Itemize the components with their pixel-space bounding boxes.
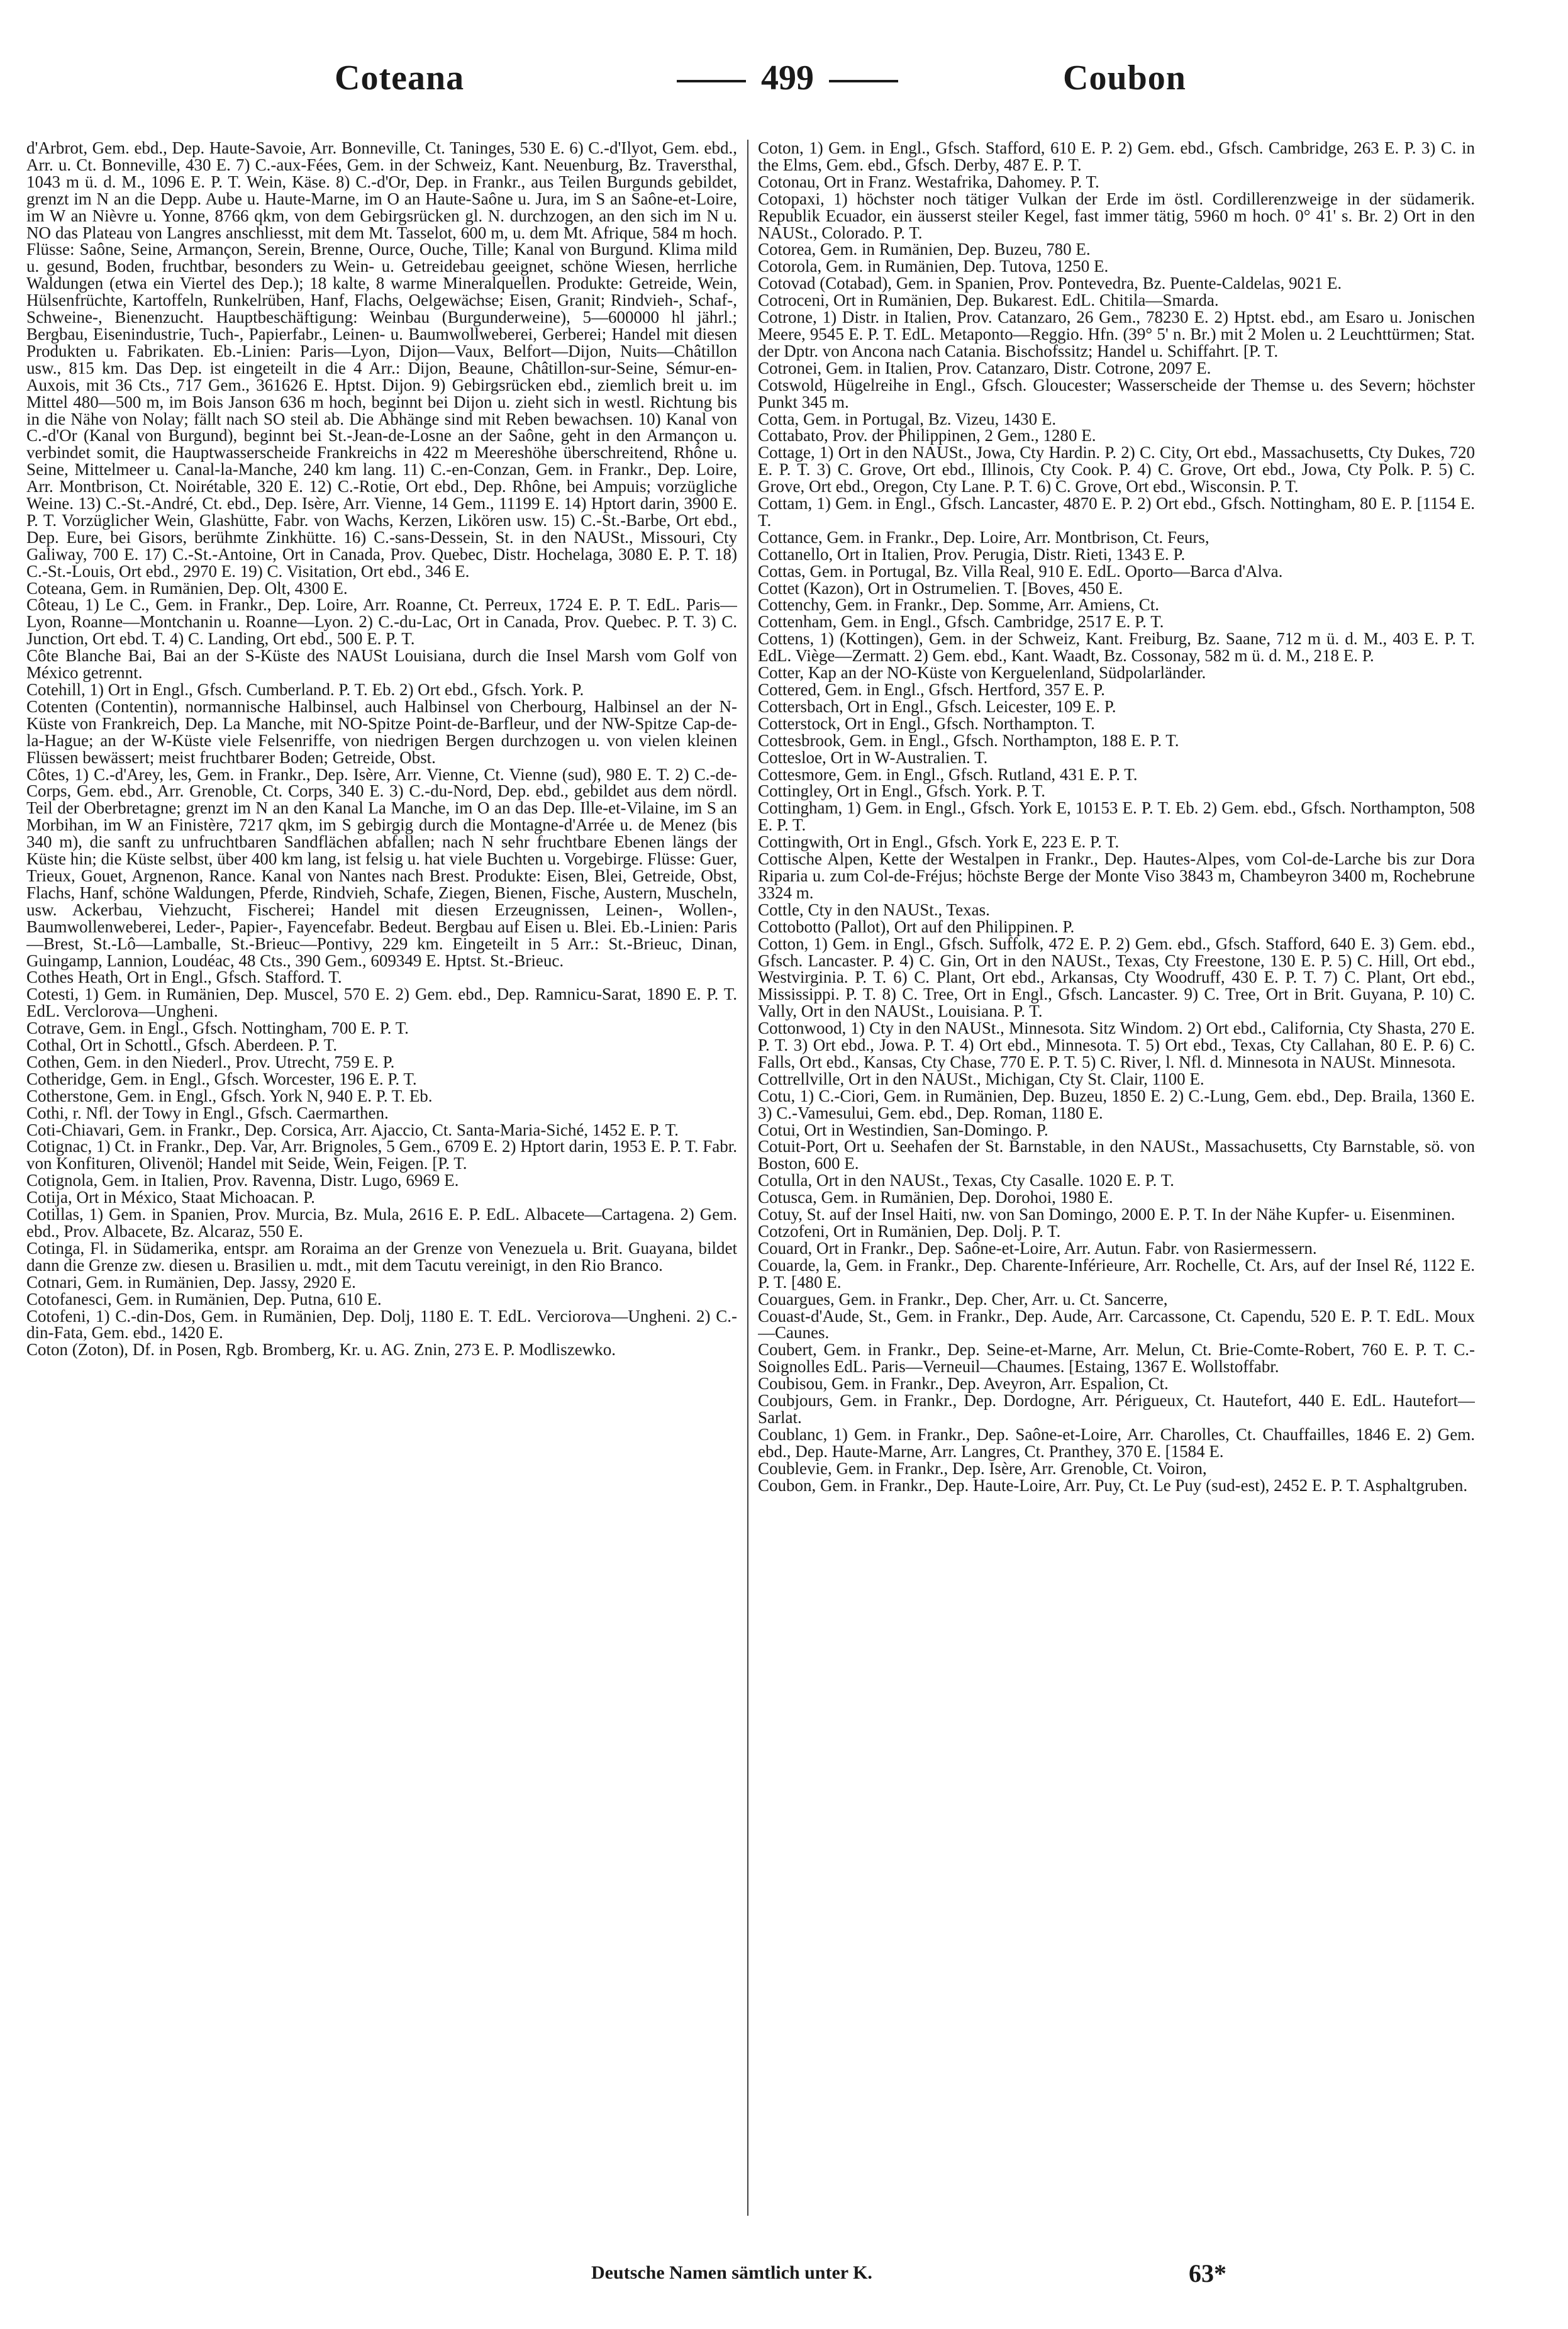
- dictionary-entry: Cothen, Gem. in den Niederl., Prov. Utrecht, 759 E. P.: [26, 1052, 395, 1071]
- dictionary-entry: Côteau, 1) Le C., Gem. in Frankr., Dep. Loire, Arr. Roanne, Ct. Perreux, 1724 E. P. T. EdL. Paris—Lyon, Roanne—Montchanin u. Roanne—Lyon. 2) C.-du-Lac, Ort in Canada, Prov. Quebec. P. T. 3) C. Junction, Ort ebd. T. 4) C. Landing, Ort ebd., 500 E. P. T.: [26, 595, 737, 649]
- dictionary-entry: Côte Blanche Bai, Bai an der S-Küste des NAUSt Louisiana, durch die Insel Marsh vom Golf von México getrennt.: [26, 646, 737, 683]
- dictionary-entry: Cotrave, Gem. in Engl., Gfsch. Nottingham, 700 E. P. T.: [26, 1019, 409, 1038]
- dictionary-entry: Cotovad (Cotabad), Gem. in Spanien, Prov. Pontevedra, Bz. Puente-Caldelas, 9021 E.: [758, 274, 1342, 293]
- dictionary-entry: Cotesti, 1) Gem. in Rumänien, Dep. Muscel, 570 E. 2) Gem. ebd., Dep. Ramnicu-Sarat, 1890 E. P. T. EdL. Verclorova—Ungheni.: [26, 985, 737, 1021]
- dictionary-entry: Cotton, 1) Gem. in Engl., Gfsch. Suffolk, 472 E. P. 2) Gem. ebd., Gfsch. Stafford, 640 E. 3) Gem. ebd., Gfsch. Lancaster. P. 4) C. Gin, Ort in den NAUSt., Texas, Cty Freestone, 130 E. P. 5) C. Hill, Ort ebd., Westvirginia. P. T. 6) C. Plant, Ort ebd., Arkansas, Cty Woodruff, 430 E. P. T. 7) C. Plant, Ort ebd., Mississippi. P. T. 8) C. Tree, Ort in Engl., Gfsch. Lancaster. 9) C. Tree, Ort in Brit. Guyana, P. 10) C. Vally, Ort in den NAUSt., Louisiana. P. T.: [758, 934, 1475, 1021]
- header-dash-right: [829, 80, 898, 82]
- dictionary-entry: Couard, Ort in Frankr., Dep. Saône-et-Loire, Arr. Autun. Fabr. von Rasiermessern.: [758, 1238, 1317, 1258]
- dictionary-entry: Coubjours, Gem. in Frankr., Dep. Dordogne, Arr. Périgueux, Ct. Hautefort, 440 E. EdL. Hautefort—Sarlat.: [758, 1391, 1475, 1427]
- column-divider: [747, 140, 748, 2216]
- dictionary-entry: Cotija, Ort in México, Staat Michoacan. P.: [26, 1188, 315, 1207]
- dictionary-entry: Coublanc, 1) Gem. in Frankr., Dep. Saône-et-Loire, Arr. Charolles, Ct. Chauffailles, 1846 E. 2) Gem. ebd., Dep. Haute-Marne, Arr. Langres, Ct. Pranthey, 370 E. [1584 E.: [758, 1424, 1475, 1461]
- dictionary-entry: Cotta, Gem. in Portugal, Bz. Vizeu, 1430 E.: [758, 409, 1057, 428]
- dictionary-entry: Cottrellville, Ort in den NAUSt., Michigan, Cty St. Clair, 1100 E.: [758, 1069, 1204, 1088]
- dictionary-entry: Cotronei, Gem. in Italien, Prov. Catanzaro, Distr. Cotrone, 2097 E.: [758, 358, 1211, 377]
- dictionary-entry: Cottage, 1) Ort in den NAUSt., Jowa, Cty Hardin. P. 2) C. City, Ort ebd., Massachusetts, Cty Dukes, 720 E. P. T. 3) C. Grove, Ort ebd., Illinois, Cty Cook. P. 4) C. Grove, Ort ebd., Jowa, Cty Polk. P. 5) C. Grove, Ort ebd., Oregon, Cty Lane. P. T. 6) C. Grove, Ort ebd., Wisconsin. P. T.: [758, 443, 1475, 496]
- dictionary-entry: Coubisou, Gem. in Frankr., Dep. Aveyron, Arr. Espalion, Ct.: [758, 1374, 1169, 1393]
- dictionary-entry: Cotuit-Port, Ort u. Seehafen der St. Barnstable, in den NAUSt., Massachusetts, Cty Barnstable, sö. von Boston, 600 E.: [758, 1137, 1475, 1173]
- dictionary-entry: Cotofanesci, Gem. in Rumänien, Dep. Putna, 610 E.: [26, 1289, 382, 1309]
- sheet-signature: 63*: [1189, 2259, 1226, 2287]
- dictionary-entry: Cottenham, Gem. in Engl., Gfsch. Cambridge, 2517 E. P. T.: [758, 612, 1164, 632]
- dictionary-entry: Cottet (Kazon), Ort in Ostrumelien. T. [Boves, 450 E.: [758, 578, 1123, 598]
- dictionary-entry: Cotter, Kap an der NO-Küste von Kerguelenland, Südpolarländer.: [758, 663, 1206, 683]
- dictionary-entry: Cottenchy, Gem. in Frankr., Dep. Somme, Arr. Amiens, Ct.: [758, 595, 1159, 615]
- dictionary-entry: Coton, 1) Gem. in Engl., Gfsch. Stafford, 610 E. P. 2) Gem. ebd., Gfsch. Cambridge, 263 E. P. 3) C. in the Elms, Gem. ebd., Gfsch. Derby, 487 E. P. T.: [758, 140, 1475, 174]
- dictionary-entry: Cottingwith, Ort in Engl., Gfsch. York E, 223 E. P. T.: [758, 832, 1120, 852]
- dictionary-entry: Cotorola, Gem. in Rumänien, Dep. Tutova, 1250 E.: [758, 257, 1109, 276]
- dictionary-entry: Cotignac, 1) Ct. in Frankr., Dep. Var, Arr. Brignoles, 5 Gem., 6709 E. 2) Hptort darin, 1953 E. P. T. Fabr. von Konfituren, Olivenöl; Handel mit Seide, Wein, Feigen. [P. T.: [26, 1137, 737, 1173]
- dictionary-entry: Cotui, Ort in Westindien, San-Domingo. P.: [758, 1120, 1048, 1139]
- dictionary-entry: Cothal, Ort in Schottl., Gfsch. Aberdeen. P. T.: [26, 1036, 337, 1055]
- dictionary-entry: Cottered, Gem. in Engl., Gfsch. Hertford, 357 E. P.: [758, 680, 1105, 699]
- dictionary-entry: Coteana, Gem. in Rumänien, Dep. Olt, 4300 E.: [26, 578, 348, 598]
- dictionary-entry: Coti-Chiavari, Gem. in Frankr., Dep. Corsica, Arr. Ajaccio, Ct. Santa-Maria-Siché, 1452 E. P. T.: [26, 1120, 679, 1139]
- page-number: 499: [761, 59, 814, 98]
- dictionary-entry: Cottingham, 1) Gem. in Engl., Gfsch. York E, 10153 E. P. T. Eb. 2) Gem. ebd., Gfsch. Northampton, 508 E. P. T.: [758, 798, 1475, 835]
- dictionary-entry: Couarde, la, Gem. in Frankr., Dep. Charente-Inférieure, Arr. Rochelle, Ct. Ars, auf der Insel Ré, 1122 E. P. T. [480 E.: [758, 1255, 1475, 1292]
- dictionary-entry: Cottens, 1) (Kottingen), Gem. in der Schweiz, Kant. Freiburg, Bz. Saane, 712 m ü. d. M., 403 E. P. T. EdL. Viège—Zermatt. 2) Gem. ebd., Kant. Waadt, Bz. Cossonay, 582 m ü. d. M., 218 E. P.: [758, 629, 1475, 666]
- dictionary-entry: Cottle, Cty in den NAUSt., Texas.: [758, 900, 990, 919]
- dictionary-entry: Coton (Zoton), Df. in Posen, Rgb. Bromberg, Kr. u. AG. Znin, 273 E. P. Modliszewko.: [26, 1340, 616, 1360]
- dictionary-entry: Cottingley, Ort in Engl., Gfsch. York. P. T.: [758, 781, 1046, 801]
- dictionary-entry: Cottesbrook, Gem. in Engl., Gfsch. Northampton, 188 E. P. T.: [758, 730, 1179, 750]
- dictionary-entry: Cotuy, St. auf der Insel Haiti, nw. von San Domingo, 2000 E. P. T. In der Nähe Kupfer- u. Eisenminen.: [758, 1205, 1455, 1224]
- dictionary-entry: Coubert, Gem. in Frankr., Dep. Seine-et-Marne, Arr. Melun, Ct. Brie-Comte-Robert, 760 E. P. T. C.-Soignolles EdL. Paris—Verneuil—Chaumes. [Estaing, 1367 E. Wollstoffabr.: [758, 1340, 1475, 1377]
- dictionary-entry: Cottobotto (Pallot), Ort auf den Philippinen. P.: [758, 917, 1075, 936]
- dictionary-entry: Cotignola, Gem. in Italien, Prov. Ravenna, Distr. Lugo, 6969 E.: [26, 1171, 459, 1190]
- dictionary-entry: Cothes Heath, Ort in Engl., Gfsch. Stafford. T.: [26, 968, 342, 987]
- dictionary-entry: Cotopaxi, 1) höchster noch tätiger Vulkan der Erde im östl. Cordillerenzweige in der südamerik. Republik Ecuador, ein äusserst steiler Kegel, fast immer tätig, 5960 m hoch. 0° 41' s. Br. 2) Ort in den NAUSt., Colorado. P. T.: [758, 189, 1475, 242]
- dictionary-entry: Cothi, r. Nfl. der Towy in Engl., Gfsch. Caermarthen.: [26, 1103, 389, 1122]
- dictionary-entry: Côtes, 1) C.-d'Arey, les, Gem. in Frankr., Dep. Isère, Arr. Vienne, Ct. Vienne (sud), 980 E. T. 2) C.-de-Corps, Gem. ebd., Arr. Grenoble, Ct. Corps, 340 E. 3) C.-du-Nord, Dep. ebd., gebildet aus dem nördl. Teil der Oberbretagne; grenzt im N an den Kanal La Manche, im O an das Dep. Ille-et-Vilaine, im S an Morbihan, im W an Finistère, 7217 qkm, im S gebirgig durch die Montagne-d'Arrée u. de Menez (bis 340 m), die sanft zu unfruchtbaren Sandflächen abfallen; nach N sehr fruchtbare Ebenen längs der Küste hin; die Küste selbst, über 400 km lang, ist felsig u. hat viele Buchten u. Vorgebirge. Flüsse: Guer, Trieux, Gouet, Argnenon, Rance. Kanal von Nantes nach Brest. Produkte: Eisen, Blei, Getreide, Obst, Flachs, Hanf, schöne Waldungen, Pferde, Rindvieh, Schafe, Ziegen, Bienen, Fische, Austern, Muscheln, usw. Ackerbau, Viehzucht, Fischerei; Handel mit diesen Erzeugnissen, Leinen-, Wollen-, Baumwollenweberei, Leder-, Papier-, Fayencefabr. Bedeut. Bergbau auf Eisen u. Blei. Eb.-Linien: Paris—Brest, St.-Lô—Lamballe, St.-Brieuc—Pontivy, 229 km. Eingeteilt in 5 Arr.: St.-Brieuc, Dinan, Guingamp, Lannion, Loudéac, 48 Cts., 390 Gem., 609349 E. Hptst. St.-Brieuc.: [26, 764, 737, 970]
- dictionary-entry: Cotillas, 1) Gem. in Spanien, Prov. Murcia, Bz. Mula, 2616 E. P. EdL. Albacete—Cartagena. 2) Gem. ebd., Prov. Albacete, Bz. Alcaraz, 550 E.: [26, 1205, 737, 1241]
- dictionary-entry: Cotofeni, 1) C.-din-Dos, Gem. in Rumänien, Dep. Dolj, 1180 E. T. EdL. Verciorova—Ungheni. 2) C.-din-Fata, Gem. ebd., 1420 E.: [26, 1306, 737, 1343]
- footer-note: Deutsche Namen sämtlich unter K.: [591, 2262, 872, 2283]
- dictionary-entry: Cottonwood, 1) Cty in den NAUSt., Minnesota. Sitz Windom. 2) Ort ebd., California, Cty Shasta, 270 E. P. T. 3) Ort ebd., Jowa. P. T. 4) Ort ebd., Minnesota. T. 5) Ort ebd., Texas, Cty Callahan, 80 E. P. 6) C. Falls, Ort ebd., Kansas, Cty Chase, 770 E. P. T. 5) C. River, l. Nfl. d. Minnesota in NAUSt. Minnesota.: [758, 1019, 1475, 1071]
- dictionary-entry: Cotusca, Gem. in Rumänien, Dep. Dorohoi, 1980 E.: [758, 1188, 1113, 1207]
- dictionary-entry: Cotzofeni, Ort in Rumänien, Dep. Dolj. P. T.: [758, 1222, 1061, 1241]
- dictionary-entry: Cottersbach, Ort in Engl., Gfsch. Leicester, 109 E. P.: [758, 696, 1116, 716]
- dictionary-entry: Cotonau, Ort in Franz. Westafrika, Dahomey. P. T.: [758, 172, 1099, 191]
- dictionary-entry: Cotrone, 1) Distr. in Italien, Prov. Catanzaro, 26 Gem., 78230 E. 2) Hptst. ebd., am Esaro u. Jonischen Meere, 9545 E. P. T. EdL. Metaponto—Reggio. Hfn. (39° 5' n. Br.) mit 2 Molen u. 2 Leuchttürmen; Stat. der Dptr. von Ancona nach Catania. Bischofssitz; Handel u. Schiffahrt. [P. T.: [758, 308, 1475, 360]
- dictionary-entry: Coubon, Gem. in Frankr., Dep. Haute-Loire, Arr. Puy, Ct. Le Puy (sud-est), 2452 E. P. T. Asphaltgruben.: [758, 1475, 1468, 1495]
- dictionary-entry: Cottance, Gem. in Frankr., Dep. Loire, Arr. Montbrison, Ct. Feurs,: [758, 527, 1209, 547]
- dictionary-entry: Couast-d'Aude, St., Gem. in Frankr., Dep. Aude, Arr. Carcassone, Ct. Capendu, 520 E. P. T. EdL. Moux—Caunes.: [758, 1306, 1475, 1343]
- dictionary-entry: Cotterstock, Ort in Engl., Gfsch. Northampton. T.: [758, 713, 1095, 733]
- dictionary-entry: Cotenten (Contentin), normannische Halbinsel, auch Halbinsel von Cherbourg, Halbinsel an der N-Küste von Frankreich, Dep. La Manche, mit NO-Spitze Point-de-Barfleur, und der NW-Spitze Cap-de-la-Hague; an der W-Küste viele Felsenriffe, von niedrigen Bergen durchzogen u. von vielen kleinen Flüssen bewässert; meist fruchtbarer Boden; Getreide, Obst.: [26, 696, 737, 767]
- dictionary-entry: Cotehill, 1) Ort in Engl., Gfsch. Cumberland. P. T. Eb. 2) Ort ebd., Gfsch. York. P.: [26, 680, 584, 699]
- dictionary-entry: Cotheridge, Gem. in Engl., Gfsch. Worcester, 196 E. P. T.: [26, 1069, 417, 1088]
- dictionary-entry: Cotorea, Gem. in Rumänien, Dep. Buzeu, 780 E.: [758, 240, 1091, 259]
- page-footer: [0, 2259, 1568, 2300]
- dictionary-entry: Coublevie, Gem. in Frankr., Dep. Isère, Arr. Grenoble, Ct. Voiron,: [758, 1458, 1207, 1478]
- header-dash-left: [677, 80, 746, 82]
- dictionary-entry: Cotherstone, Gem. in Engl., Gfsch. York N, 940 E. P. T. Eb.: [26, 1086, 433, 1105]
- dictionary-entry: Cotroceni, Ort in Rumänien, Dep. Bukarest. EdL. Chitila—Smarda.: [758, 291, 1219, 310]
- dictionary-entry: Cottam, 1) Gem. in Engl., Gfsch. Lancaster, 4870 E. P. 2) Ort ebd., Gfsch. Nottingham, 80 E. P. [1154 E. T.: [758, 494, 1475, 530]
- dictionary-entry: d'Arbrot, Gem. ebd., Dep. Haute-Savoie, Arr. Bonneville, Ct. Taninges, 530 E. 6) C.-d'Ilyot, Gem. ebd., Arr. u. Ct. Bonneville, 430 E. 7) C.-aux-Fées, Gem. in der Schweiz, Kant. Neuenburg, Bz. Traversthal, 1043 m ü. d. M., 1096 E. P. T. Wein, Käse. 8) C.-d'Or, Dep. in Frankr., aus Teilen Burgunds gebildet, grenzt im N an die Depp. Aube u. Haute-Marne, im O an Haute-Saône u. Jura, im S an Saône-et-Loire, im W an Nièvre u. Yonne, 8766 qkm, von dem Gebirgsrücken gl. N. durchzogen, an den sich im N u. NO das Plateau von Langres anschliesst, mit dem Mt. Tasselot, 600 m, u. dem Mt. Afrique, 584 m hoch. Flüsse: Saône, Seine, Armançon, Serein, Brenne, Ource, Ouche, Tille; Kanal von Burgund. Klima mild u. gesund, Boden, fruchtbar, besonders zu Wein- u. Getreidebau geeignet, schöne Wiesen, herrliche Waldungen (etwa ein Viertel des Dep.); 18 kalte, 8 warme Mineralquellen. Produkte: Getreide, Wein, Hülsenfrüchte, Kartoffeln, Runkelrüben, Hanf, Flachs, Oelgewächse; Eisen, Granit; Rindvieh-, Schaf-, Schweine-, Bienenzucht. Hauptbeschäftigung: Weinbau (Burgunderweine), 5—600000 hl jährl.; Bergbau, Eisenindustrie, Tuch-, Papierfabr., Leinen- u. Baumwollweberei, Gerberei; Handel mit diesen Produkten u. Fabrikaten. Eb.-Linien: Paris—Lyon, Dijon—Vaux, Belfort—Dijon, Nuits—Châtillon usw., 815 km. Das Dep. ist eingeteilt in die 4 Arr.: Dijon, Beaune, Châtillon-sur-Seine, Sémur-en-Auxois, mit 36 Cts., 717 Gem., 361626 E. Hptst. Dijon. 9) Gebirgsrücken ebd., ziemlich breit u. im Mittel 480—500 m, im Bois Janson 636 m hoch, beginnt bei Dijon u. zieht sich in westl. Richtung bis in die Nähe von Nolay; fällt nach SO steil ab. Die Abhänge sind mit Reben bewachsen. 10) Kanal von C.-d'Or (Kanal von Burgund), beginnt bei St.-Jean-de-Losne an der Saône, geht in den Armançon u. verbindet somit, die Hauptwasserscheide Frankreichs in 422 m Meereshöhe überschreitend, Rhône u. Seine, Mittelmeer u. Canal-la-Manche, 240 km lang. 11) C.-en-Conzan, Gem. in Frankr., Dep. Loire, Arr. Montbrison, Ct. Noirétable, 320 E. 12) C.-Rotie, Ort ebd., Dep. Rhône, bei Ampuis; vorzügliche Weine. 13) C.-St.-André, Ct. ebd., Dep. Isère, Arr. Vienne, 14 Gem., 11199 E. 14) Hptort darin, 3900 E. P. T. Vorzüglicher Wein, Glashütte, Fabr. von Wachs, Kerzen, Likören usw. 15) C.-St.-Barbe, Ort ebd., Dep. Eure, bei Gisors, berühmte Zinkhütte. 16) C.-sans-Dessein, St. in den NAUSt., Missouri, Cty Galiway, 700 E. 17) C.-St.-Antoine, Ort in Canada, Prov. Quebec, Distr. Hochelaga, 3080 E. P. T. 18) C.-St.-Louis, Ort ebd., 2970 E. 19) C. Visitation, Ort ebd., 346 E.: [26, 140, 737, 581]
- dictionary-entry: Cotu, 1) C.-Ciori, Gem. in Rumänien, Dep. Buzeu, 1850 E. 2) C.-Lung, Gem. ebd., Dep. Braila, 1360 E. 3) C.-Vamesului, Gem. ebd., Dep. Roman, 1180 E.: [758, 1086, 1475, 1122]
- header-last-entry: Coubon: [1063, 59, 1186, 98]
- dictionary-entry: Cotinga, Fl. in Südamerika, entspr. am Roraima an der Grenze von Venezuela u. Brit. Guayana, bildet dann die Grenze zw. diesen u. Brasilien u. mdt., mit dem Tacutu vereinigt, in den Rio Branco.: [26, 1238, 737, 1275]
- header-first-entry: Coteana: [335, 59, 465, 98]
- dictionary-entry: Cottas, Gem. in Portugal, Bz. Villa Real, 910 E. EdL. Oporto—Barca d'Alva.: [758, 561, 1283, 581]
- dictionary-entry: Cottanello, Ort in Italien, Prov. Perugia, Distr. Rieti, 1343 E. P.: [758, 544, 1186, 564]
- page-header: [0, 58, 1568, 114]
- dictionary-entry: Cottesmore, Gem. in Engl., Gfsch. Rutland, 431 E. P. T.: [758, 764, 1138, 784]
- dictionary-entry: Cottische Alpen, Kette der Westalpen in Frankr., Dep. Hautes-Alpes, vom Col-de-Larche bis zur Dora Riparia u. zum Col-de-Fréjus; höchste Berge der Monte Viso 3843 m, Chambeyron 3400 m, Rochebrune 3324 m.: [758, 849, 1475, 902]
- dictionary-entry: Cottabato, Prov. der Philippinen, 2 Gem., 1280 E.: [758, 426, 1096, 445]
- dictionary-entry: Cotnari, Gem. in Rumänien, Dep. Jassy, 2920 E.: [26, 1272, 356, 1292]
- dictionary-entry: Cotswold, Hügelreihe in Engl., Gfsch. Gloucester; Wasserscheide der Themse u. des Severn; höchster Punkt 345 m.: [758, 375, 1475, 411]
- header-page-number-group: [662, 58, 913, 98]
- dictionary-entry: Couargues, Gem. in Frankr., Dep. Cher, Arr. u. Ct. Sancerre,: [758, 1289, 1168, 1309]
- left-column: [26, 140, 737, 2216]
- right-column: [758, 140, 1475, 2216]
- dictionary-entry: Cottesloe, Ort in W-Australien. T.: [758, 747, 988, 767]
- dictionary-entry: Cotulla, Ort in den NAUSt., Texas, Cty Casalle. 1020 E. P. T.: [758, 1171, 1174, 1190]
